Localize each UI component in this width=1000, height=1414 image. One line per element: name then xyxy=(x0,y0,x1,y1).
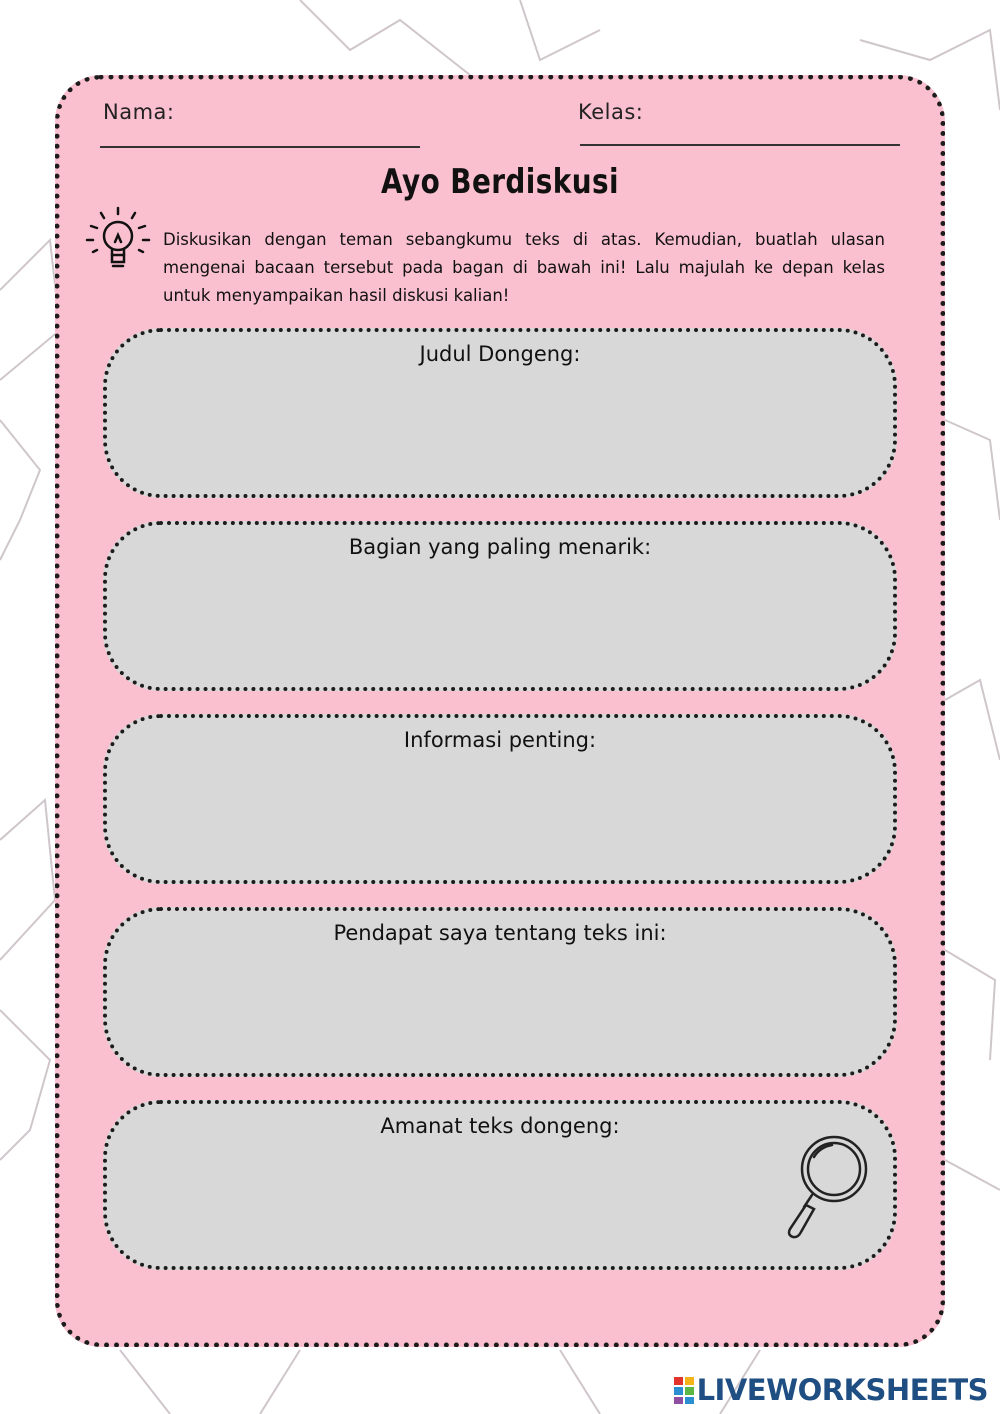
answer-box-label: Judul Dongeng: xyxy=(419,342,581,366)
answer-box-interesting-part[interactable] xyxy=(103,521,897,691)
answer-box-label: Informasi penting: xyxy=(403,728,597,752)
class-label: Kelas: xyxy=(578,100,644,124)
answer-box-label: Pendapat saya tentang teks ini: xyxy=(333,921,667,945)
page-title: Ayo Berdiskusi xyxy=(381,162,619,202)
name-input-line[interactable] xyxy=(100,146,420,148)
answer-box-title[interactable] xyxy=(103,328,897,498)
answer-box-label: Amanat teks dongeng: xyxy=(380,1114,620,1138)
lightbulb-icon xyxy=(73,200,155,282)
instructions-text: Diskusikan dengan teman sebangkumu teks di atas. Kemudian, buatlah ulasan mengenai bacaan tersebut pada bagan di bawah ini! Lalu majulah ke depan kelas untuk menyampaikan hasil diskusi kalian! xyxy=(163,230,885,305)
magnifying-glass-icon xyxy=(782,1133,872,1243)
liveworksheets-brand-text: LIVEWORKSHEETS xyxy=(696,1373,988,1407)
liveworksheets-logo-icon xyxy=(673,1375,695,1405)
name-label: Nama: xyxy=(103,100,175,124)
answer-box-opinion[interactable] xyxy=(103,907,897,1077)
answer-box-moral[interactable] xyxy=(103,1100,897,1270)
class-input-line[interactable] xyxy=(580,144,900,146)
answer-box-label: Bagian yang paling menarik: xyxy=(348,535,652,559)
liveworksheets-logo xyxy=(673,1372,988,1408)
answer-box-important-info[interactable] xyxy=(103,714,897,884)
